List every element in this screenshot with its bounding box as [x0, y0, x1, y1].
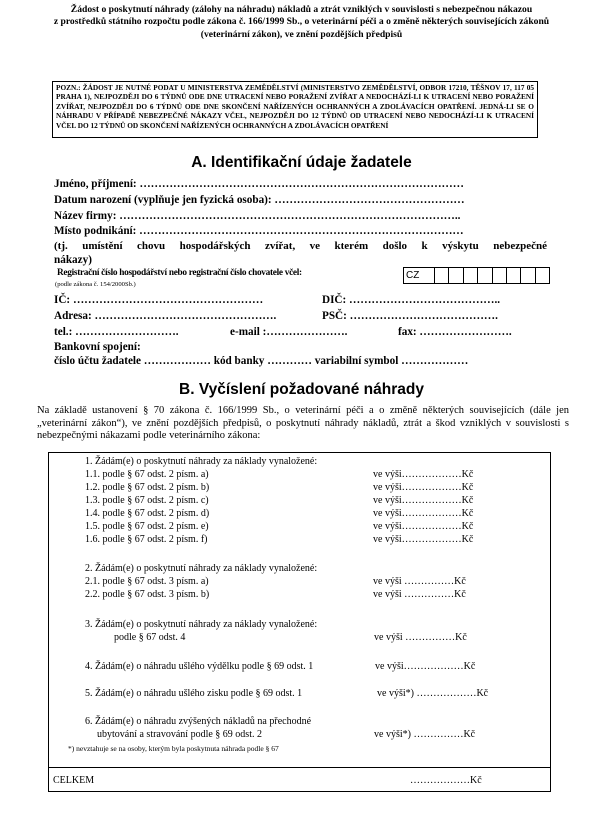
item-1-2-amount[interactable]: ve výši………………Kč	[373, 482, 474, 493]
group-3-title: 3. Žádám(e) o poskytnutí náhrady za náklady vynaložené:	[85, 619, 318, 630]
item-2-2: 2.2. podle § 67 odst. 3 písm. b)	[85, 589, 210, 600]
digit-box[interactable]	[507, 268, 521, 283]
birth-date-field[interactable]: Datum narození (vyplňuje jen fyzická osoba): ……………………………………………	[54, 194, 465, 206]
item-1-5-amount[interactable]: ve výši………………Kč	[373, 521, 474, 532]
digit-box[interactable]	[478, 268, 492, 283]
group-6-title: 6. Žádám(e) o náhradu zvýšených nákladů na přechodné	[85, 716, 312, 727]
item-1-1: 1.1. podle § 67 odst. 2 písm. a)	[85, 469, 209, 480]
psc-field[interactable]: PSČ: ………………………………….	[322, 310, 498, 322]
total-row-divider	[48, 767, 551, 768]
group-4-amount[interactable]: ve výši………………Kč	[375, 661, 476, 672]
registration-label: Registrační číslo hospodářství nebo registrační číslo chovatele včel:	[57, 268, 302, 278]
section-a-title: A. Identifikační údaje žadatele	[191, 154, 412, 171]
group-6-amount[interactable]: ve výši*) ……………Kč	[374, 729, 476, 740]
item-1-4-amount[interactable]: ve výši………………Kč	[373, 508, 474, 519]
total-amount[interactable]: ………………Kč	[410, 775, 482, 786]
fax-field[interactable]: fax: …………………….	[398, 326, 512, 338]
group-5-amount[interactable]: ve výši*) ………………Kč	[377, 688, 489, 699]
country-code: CZ	[404, 268, 435, 283]
digit-box[interactable]	[536, 268, 549, 283]
header-line-3: (veterinární zákon), ve znění pozdějších předpisů	[200, 28, 403, 40]
group-3-law: podle § 67 odst. 4	[114, 632, 186, 643]
digit-box[interactable]	[464, 268, 478, 283]
group-4-title: 4. Žádám(e) o náhradu ušlého výdělku podle § 69 odst. 1	[85, 661, 314, 672]
email-field[interactable]: e-mail :………………….	[230, 326, 348, 338]
item-1-5: 1.5. podle § 67 odst. 2 písm. e)	[85, 521, 209, 532]
item-2-1-amount[interactable]: ve výši ……………Kč	[373, 576, 466, 587]
header-line-2: z prostředků státního rozpočtu podle zákona č. 166/1999 Sb., o veterinární péči a o změně některých souvisejících zákonů	[53, 16, 550, 28]
item-1-1-amount[interactable]: ve výši………………Kč	[373, 469, 474, 480]
header-line-1: Žádost o poskytnutí náhrady (zálohy na náhradu) nákladů a ztrát vzniklých v souvislosti s nebezpečnou nákazou	[70, 4, 533, 15]
bank-label: Bankovní spojení:	[54, 341, 141, 353]
item-1-3-amount[interactable]: ve výši………………Kč	[373, 495, 474, 506]
group-6-detail: ubytování a stravování podle § 69 odst. 2	[97, 729, 262, 740]
group-2-title: 2. Žádám(e) o poskytnutí náhrady za náklady vynaložené:	[85, 563, 318, 574]
phone-field[interactable]: tel.: ……………………….	[54, 326, 179, 338]
address-field[interactable]: Adresa: ………………………………………….	[54, 310, 277, 322]
digit-box[interactable]	[521, 268, 535, 283]
group-1-title: 1. Žádám(e) o poskytnutí náhrady za náklady vynaložené:	[85, 456, 318, 467]
item-1-2: 1.2. podle § 67 odst. 2 písm. b)	[85, 482, 210, 493]
notice-box: POZN.: ŽÁDOST JE NUTNÉ PODAT U MINISTERSTVA ZEMĚDĚLSTVÍ (MINISTERSTVO ZEMĚDĚLSTVÍ, ODBOR 17210, TĚŠNOV 17, 117 05 PRAHA 1), NEJPOZDĚJI DO 6 TÝDNŮ ODE DNE UTRACENÍ NEBO PORAŽENÍ ZVÍŘAT A NEDOCHÁZÍ-LI K UTRACENÍ NEBO PORAŽENÍ ZVÍŘAT, NEJPOZDĚJI DO 6 TÝDNŮ ODE DNE SKONČENÍ NAŘÍZENÝCH OCHRANNÝCH A ZDOLÁVACÍCH OPATŘENÍ. JEDNÁ-LI SE O NÁHRADU V PŘÍPADĚ NEBEZPEČNÉ NÁKAZY VČEL, NEJPOZDĚJI DO 12 TÝDNŮ OD UTRACENÍ NEBO NEDOCHÁZÍ-LI K UTRACENÍ VČEL DO 12 TÝDNŮ OD SKONČENÍ NAŘÍZENÝCH OCHRANNÝCH A ZDOLÁVACÍCH OPATŘENÍ	[52, 81, 538, 138]
dic-field[interactable]: DIČ: …………………………………..	[322, 294, 501, 306]
item-1-4: 1.4. podle § 67 odst. 2 písm. d)	[85, 508, 210, 519]
digit-box[interactable]	[493, 268, 507, 283]
item-2-2-amount[interactable]: ve výši ……………Kč	[373, 589, 466, 600]
company-field[interactable]: Název firmy: ………………………………………………………………………………..	[54, 210, 461, 222]
item-1-6: 1.6. podle § 67 odst. 2 písm. f)	[85, 534, 208, 545]
ic-field[interactable]: IČ: ……………………………………………	[54, 294, 264, 306]
item-1-3: 1.3. podle § 67 odst. 2 písm. c)	[85, 495, 209, 506]
digit-box[interactable]	[449, 268, 463, 283]
section-b-title: B. Vyčíslení požadované náhrady	[179, 381, 424, 398]
group-5-title: 5. Žádám(e) o náhradu ušlého zisku podle § 69 odst. 1	[85, 688, 303, 699]
section-b-intro: Na základě ustanovení § 70 zákona č. 166/1999 Sb., o veterinární péči a o změně některých souvisejících (dále jen „veterinární zákon“), ve znění pozdějších předpisů, o poskytnutí náhrady nákladů, ztrát a škod vzniklých v souvislosti s nebezpečnými nákazami podle veterinárního zákona:	[37, 405, 569, 442]
group-3-amount[interactable]: ve výši ……………Kč	[374, 632, 467, 643]
item-2-1: 2.1. podle § 67 odst. 3 písm. a)	[85, 576, 209, 587]
name-field[interactable]: Jméno, příjmení: ……………………………………………………………………………	[54, 178, 464, 190]
total-label: CELKEM	[53, 775, 95, 786]
digit-box[interactable]	[435, 268, 449, 283]
registration-law-note: (podle zákona č. 154/2000Sb.)	[55, 281, 136, 288]
location-note-end: nákazy)	[54, 254, 92, 266]
footnote: *) nevztahuje se na osoby, kterým byla poskytnuta náhrada podle § 67	[68, 744, 279, 753]
location-note: (tj. umístění chovu hospodářských zvířat, ve kterém došlo k výskytu nebezpečné	[54, 240, 547, 252]
item-1-6-amount[interactable]: ve výši………………Kč	[373, 534, 474, 545]
registration-number-boxes[interactable]	[403, 267, 550, 284]
document-header	[0, 4, 603, 41]
business-place-field[interactable]: Místo podnikání: ……………………………………………………………………………	[54, 225, 464, 237]
bank-account-field[interactable]: číslo účtu žadatele ……………… kód banky ………… variabilní symbol ………………	[54, 355, 469, 367]
